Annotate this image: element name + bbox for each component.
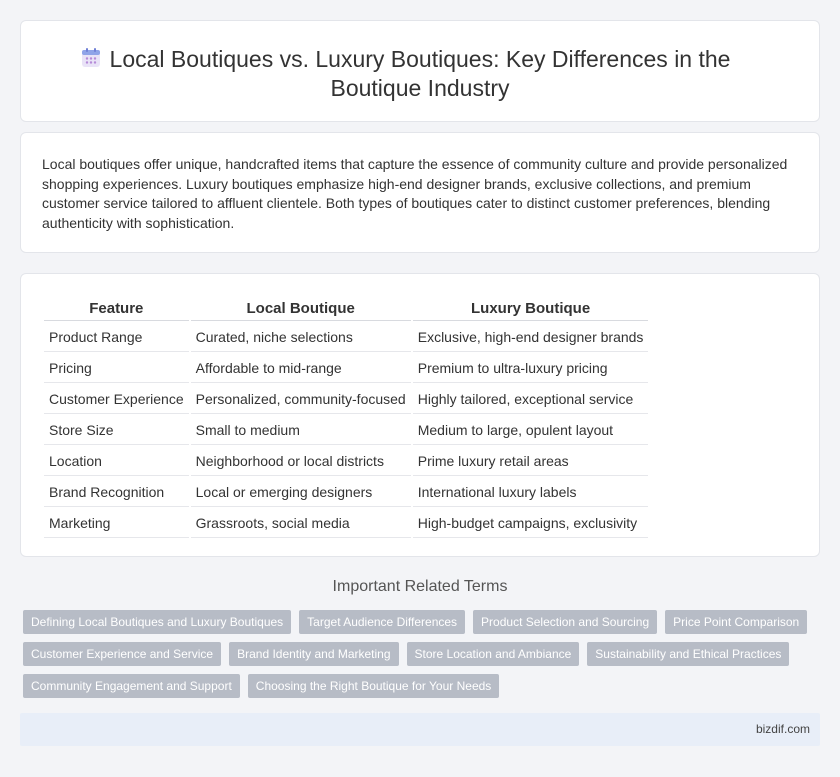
title-card: [20, 20, 820, 122]
table-cell: Product Range: [44, 323, 189, 352]
table-cell: High-budget campaigns, exclusivity: [413, 509, 649, 538]
table-cell: Personalized, community-focused: [191, 385, 411, 414]
related-term-tag[interactable]: Target Audience Differences: [299, 610, 465, 634]
related-terms-list: [23, 610, 813, 698]
related-term-tag[interactable]: Store Location and Ambiance: [407, 642, 580, 666]
related-term-tag[interactable]: Brand Identity and Marketing: [229, 642, 398, 666]
table-cell: Premium to ultra-luxury pricing: [413, 354, 649, 383]
table-cell: Affordable to mid-range: [191, 354, 411, 383]
intro-paragraph: Local boutiques offer unique, handcrafted items that capture the essence of community culture and provide personalized shopping experiences. Luxury boutiques emphasize high-end designer brands, exclusive collections, and premium customer service tailored to affluent clientele. Both types of boutiques cater to distinct customer preferences, blending authenticity with sophistication.: [42, 156, 788, 231]
table-cell: Customer Experience: [44, 385, 189, 414]
related-term-tag[interactable]: Product Selection and Sourcing: [473, 610, 657, 634]
footer-site-link[interactable]: bizdif.com: [755, 722, 810, 736]
header-luxury-boutique: Luxury Boutique: [413, 298, 649, 321]
intro-card: [20, 132, 820, 253]
table-cell: Neighborhood or local districts: [191, 447, 411, 476]
related-terms-heading: Important Related Terms: [332, 578, 508, 595]
table-row: [44, 385, 648, 414]
table-row: [44, 478, 648, 507]
related-term-tag[interactable]: Price Point Comparison: [665, 610, 807, 634]
table-cell: International luxury labels: [413, 478, 649, 507]
table-cell: Grassroots, social media: [191, 509, 411, 538]
table-cell: Local or emerging designers: [191, 478, 411, 507]
related-term-tag[interactable]: Choosing the Right Boutique for Your Needs: [248, 674, 500, 698]
table-cell: Prime luxury retail areas: [413, 447, 649, 476]
table-header-row: [44, 298, 648, 321]
table-cell: Marketing: [44, 509, 189, 538]
comparison-table: [42, 296, 650, 540]
table-cell: Exclusive, high-end designer brands: [413, 323, 649, 352]
header-local-boutique: Local Boutique: [191, 298, 411, 321]
table-cell: Highly tailored, exceptional service: [413, 385, 649, 414]
table-cell: Medium to large, opulent layout: [413, 416, 649, 445]
related-term-tag[interactable]: Sustainability and Ethical Practices: [587, 642, 789, 666]
table-row: [44, 323, 648, 352]
table-cell: Small to medium: [191, 416, 411, 445]
header-feature: Feature: [44, 298, 189, 321]
table-cell: Location: [44, 447, 189, 476]
table-row: [44, 354, 648, 383]
page-title: Local Boutiques vs. Luxury Boutiques: Key Differences in the Boutique Industry: [109, 46, 731, 101]
table-cell: Store Size: [44, 416, 189, 445]
table-row: [44, 416, 648, 445]
comparison-card: [20, 273, 820, 557]
related-term-tag[interactable]: Customer Experience and Service: [23, 642, 221, 666]
footer: [20, 713, 820, 746]
table-row: [44, 509, 648, 538]
related-term-tag[interactable]: Defining Local Boutiques and Luxury Boutiques: [23, 610, 291, 634]
table-row: [44, 447, 648, 476]
related-term-tag[interactable]: Community Engagement and Support: [23, 674, 240, 698]
table-cell: Pricing: [44, 354, 189, 383]
table-cell: Curated, niche selections: [191, 323, 411, 352]
table-cell: Brand Recognition: [44, 478, 189, 507]
